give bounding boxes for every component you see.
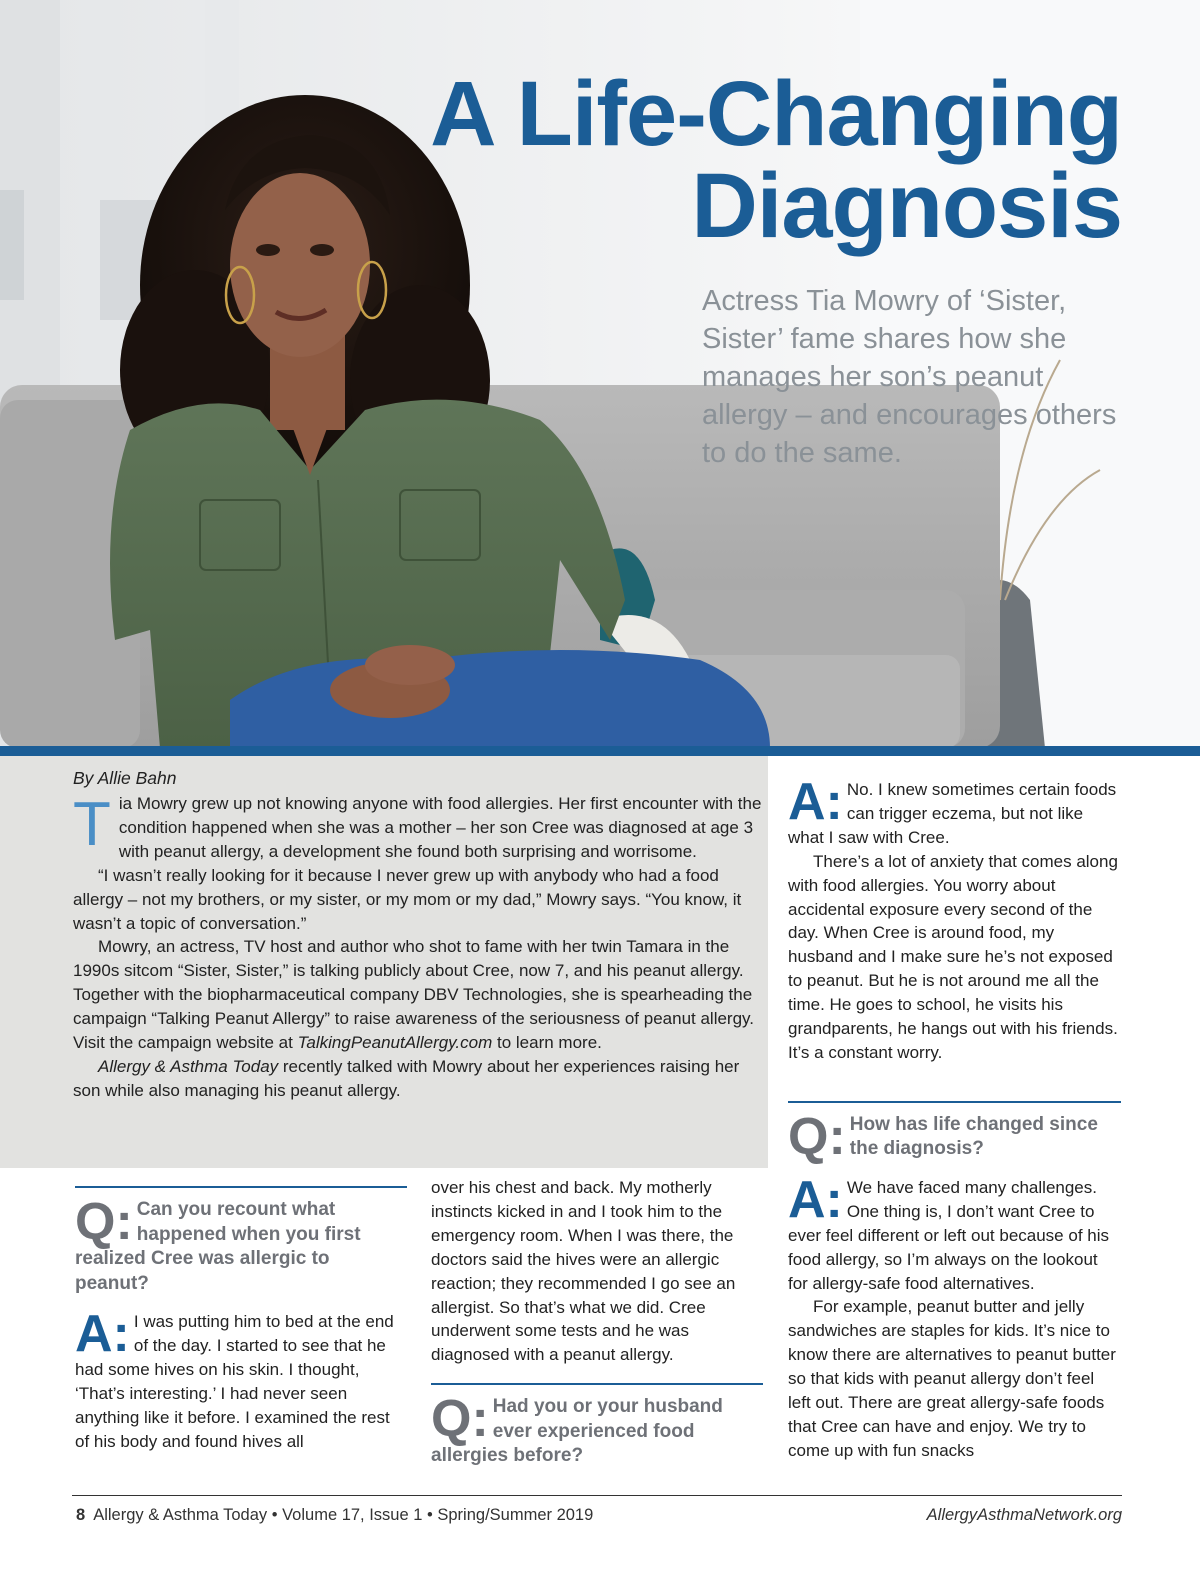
answer-1-continued: over his chest and back. My motherly instincts kicked in and I took him to the emergency room. When I was there, the doctors said the hives were an allergic reaction; they recommended I go see an allergist. So that’s what we did. Cree underwent some tests and he was diagnosed with a peanut allergy. (431, 1178, 736, 1365)
question-rule (431, 1383, 763, 1385)
footer-divider (72, 1495, 1122, 1496)
byline: By Allie Bahn (73, 768, 177, 788)
answer-3-text-p1: We have faced many challenges. One thing is, I don’t want Cree to ever feel different or left out because of his food allergy, so I’m always on the lookout for allergy-safe food alternatives. (788, 1177, 1109, 1293)
a-label: A: (788, 773, 843, 831)
question-2 (431, 1390, 763, 1469)
title-line-1: A Life-Changing (430, 63, 1122, 165)
intro-p1-text: ia Mowry grew up not knowing anyone with food allergies. Her first encounter with the condition happened when she was a mother – her son Cree was diagnosed at age 3 with peanut allergy, a development she found both surprising and worrisome. (118, 794, 762, 861)
intro-paragraph-2: “I wasn’t really looking for it because I never grew up with anybody who had a food allergy – not my brothers, or my sister, or my mom or my dad,” Mowry says. “You know, it wasn’t a topic of conversation.” (73, 865, 742, 933)
intro-paragraph-3 (73, 935, 763, 1055)
answer-3-paragraph-2: For example, peanut butter and jelly sandwiches are staples for kids. It’s nice to know there are alternatives to peanut butter so that kids with peanut allergy don’t feel left out. There are great allergy-safe foods that Cree can have and enjoy. We try to come up with fun snacks (788, 1297, 1116, 1460)
intro-content (73, 766, 763, 1103)
answer-2-text-p1: No. I knew sometimes certain foods can trigger eczema, but not like what I saw with Cree. (788, 780, 1117, 847)
hero-section (0, 0, 1200, 748)
intro-p3-text-b: to learn more. (492, 1033, 602, 1053)
question-rule (788, 1101, 1121, 1103)
question-3 (788, 1107, 1121, 1166)
q-label: Q: (788, 1107, 846, 1166)
column-2 (431, 1176, 763, 1469)
drop-cap: T (73, 790, 111, 859)
question-3-text: How has life changed since the diagnosis? (849, 1113, 1098, 1160)
answer-1-text-part-1: I was putting him to bed at the end of the day. I started to see that he had some hives on his skin. I thought, ‘That’s interesting.’ I had never seen anything like it before. I examined the rest of his body and found hives all (75, 1312, 394, 1451)
title-line-2: Diagnosis (691, 155, 1122, 257)
page-number: 8 (76, 1506, 86, 1524)
intro-block (0, 756, 768, 1168)
intro-p4-text: recently talked with Mowry about her experiences raising her son while also managing his peanut allergy. (73, 1056, 740, 1100)
column-1 (75, 1186, 407, 1453)
footer-publication: Allergy & Asthma Today • Volume 17, Issue 1 • Spring/Summer 2019 (93, 1506, 594, 1524)
hero-divider (0, 746, 1200, 756)
question-2-text: Had you or your husband ever experienced food allergies before? (431, 1396, 723, 1467)
footer-website-link[interactable]: AllergyAsthmaNetwork.org (926, 1506, 1122, 1524)
a-label: A: (788, 1170, 843, 1229)
intro-p3-text-a: Mowry, an actress, TV host and author who shot to fame with her twin Tamara in the 1990s sitcom “Sister, Sister,” is talking publicly about Cree, now 7, and his peanut allergy. Together with the biopharmaceutical company DBV Technologies, she is spearheading the campaign “Talking Peanut Allergy” to raise awareness of the seriousness of peanut allergy. Visit the campaign website at (73, 937, 755, 1053)
answer-2-paragraph-2: There’s a lot of anxiety that comes along with food allergies. You worry about accidental exposure every second of the day. When Cree is around food, my husband and I make sure he’s not exposed to peanut. But he is not around me all the time. He goes to school, he visits his grandparents, he hangs out with his friends. It’s a constant worry. (788, 851, 1118, 1062)
publication-name: Allergy & Asthma Today (98, 1056, 279, 1076)
footer-publication-info (76, 1506, 593, 1525)
question-rule (75, 1186, 407, 1188)
answer-1 (75, 1305, 407, 1453)
article-title (430, 63, 1122, 257)
column-3 (788, 773, 1121, 1463)
q-label: Q: (75, 1193, 133, 1251)
article-deck: Actress Tia Mowry of ‘Sister, Sister’ fame shares how she manages her son’s peanut allergy – and encourages others to do the same. (702, 285, 1117, 469)
answer-3 (788, 1170, 1121, 1296)
q-label: Q: (431, 1390, 489, 1449)
intro-paragraph-4 (73, 1055, 763, 1103)
answer-2 (788, 773, 1121, 850)
intro-paragraph-1 (73, 792, 763, 864)
a-label: A: (75, 1305, 130, 1363)
question-1-text: Can you recount what happened when you first realized Cree was allergic to peanut? (75, 1199, 361, 1294)
question-1 (75, 1193, 407, 1296)
campaign-website-link[interactable]: TalkingPeanutAllergy.com (297, 1033, 493, 1053)
